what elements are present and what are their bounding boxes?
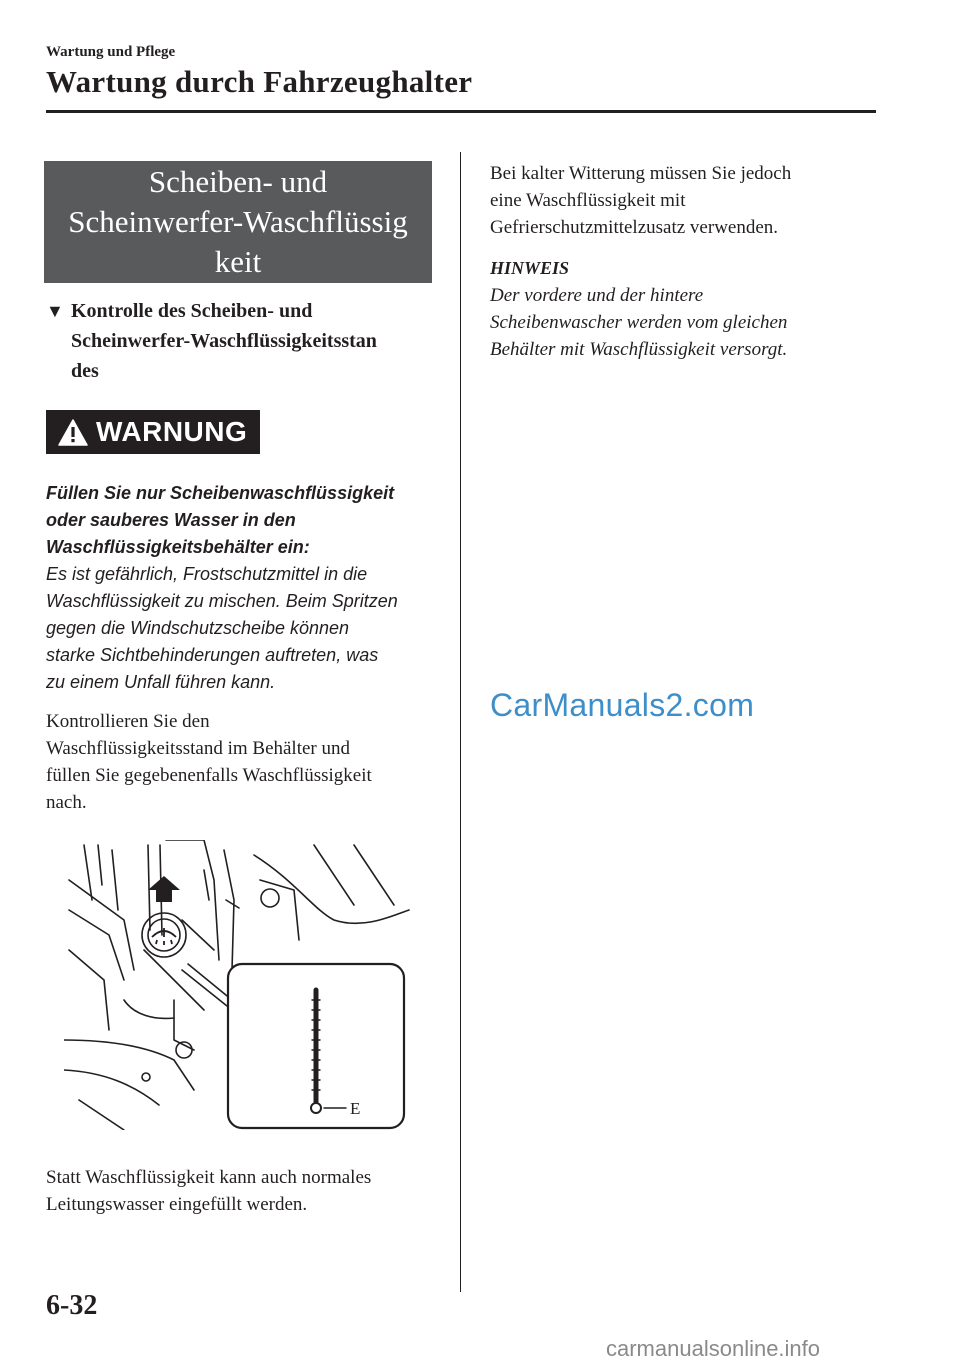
- section-title-line: keit: [214, 244, 262, 279]
- warning-triangle-icon: [58, 419, 88, 446]
- subsection-line: des: [71, 360, 99, 382]
- page-number: 6-32: [46, 1290, 98, 1321]
- note-label: HINWEIS: [490, 258, 570, 278]
- subsection-heading: [46, 296, 438, 386]
- note-text: [490, 282, 890, 363]
- dipstick-label: E: [350, 1099, 361, 1118]
- warning-line: starke Sichtbehinderungen auftreten, was: [46, 645, 379, 665]
- warning-line: gegen die Windschutzscheibe können: [46, 618, 350, 638]
- reservoir-illustration: [64, 840, 414, 1130]
- water-line: Leitungswasser eingefüllt werden.: [46, 1194, 308, 1215]
- watermark: CarManuals2.com: [490, 687, 755, 723]
- note-line: Der vordere und der hintere: [490, 285, 704, 306]
- up-arrow-icon: [148, 876, 180, 902]
- wiper-symbol-icon: [152, 928, 176, 945]
- check-paragraph: [46, 708, 446, 816]
- warning-bold-line: oder sauberes Wasser in den: [46, 510, 296, 530]
- water-paragraph: [46, 1164, 446, 1218]
- footer-watermark: carmanualsonline.info: [606, 1336, 821, 1361]
- section-title-box: [44, 161, 432, 283]
- title-rule: [46, 110, 876, 113]
- warning-line: zu einem Unfall führen kann.: [46, 672, 276, 692]
- section-title-line: Scheiben- und: [148, 164, 328, 199]
- check-line: Kontrollieren Sie den: [46, 711, 210, 732]
- water-line: Statt Waschflüssigkeit kann auch normales: [46, 1167, 372, 1188]
- cold-weather-paragraph: [490, 160, 890, 241]
- warning-line: Es ist gefährlich, Frostschutzmittel in die: [46, 564, 368, 584]
- warning-banner: [46, 410, 260, 454]
- cold-line: Gefrierschutzmittelzusatz verwenden.: [490, 217, 779, 238]
- warning-bold-line: Waschflüssigkeitsbehälter ein:: [46, 537, 310, 557]
- check-line: nach.: [46, 792, 87, 813]
- section-triangle-icon: ▼: [46, 301, 64, 321]
- cold-line: eine Waschflüssigkeit mit: [490, 190, 686, 211]
- warning-bold-line: Füllen Sie nur Scheibenwaschflüssigkeit: [46, 483, 395, 503]
- column-divider: [460, 152, 461, 1292]
- subsection-line: Scheinwerfer-Waschflüssigkeitsstan: [71, 330, 377, 352]
- note-line: Behälter mit Waschflüssigkeit versorgt.: [490, 339, 788, 360]
- breadcrumb: Wartung und Pflege: [46, 44, 176, 60]
- warning-text: [46, 480, 446, 696]
- note-line: Scheibenwascher werden vom gleichen: [490, 312, 788, 333]
- cold-line: Bei kalter Witterung müssen Sie jedoch: [490, 163, 792, 184]
- subsection-line: Kontrolle des Scheiben- und: [71, 300, 313, 322]
- warning-line: Waschflüssigkeit zu mischen. Beim Spritzen: [46, 591, 398, 611]
- page-title: Wartung durch Fahrzeughalter: [46, 64, 473, 99]
- check-line: füllen Sie gegebenenfalls Waschflüssigkeit: [46, 765, 372, 786]
- check-line: Waschflüssigkeitsstand im Behälter und: [46, 738, 350, 759]
- section-title-line: Scheinwerfer-Waschflüssig: [68, 204, 408, 239]
- reservoir-figure: [64, 840, 414, 1135]
- warning-label: WARNUNG: [96, 416, 248, 447]
